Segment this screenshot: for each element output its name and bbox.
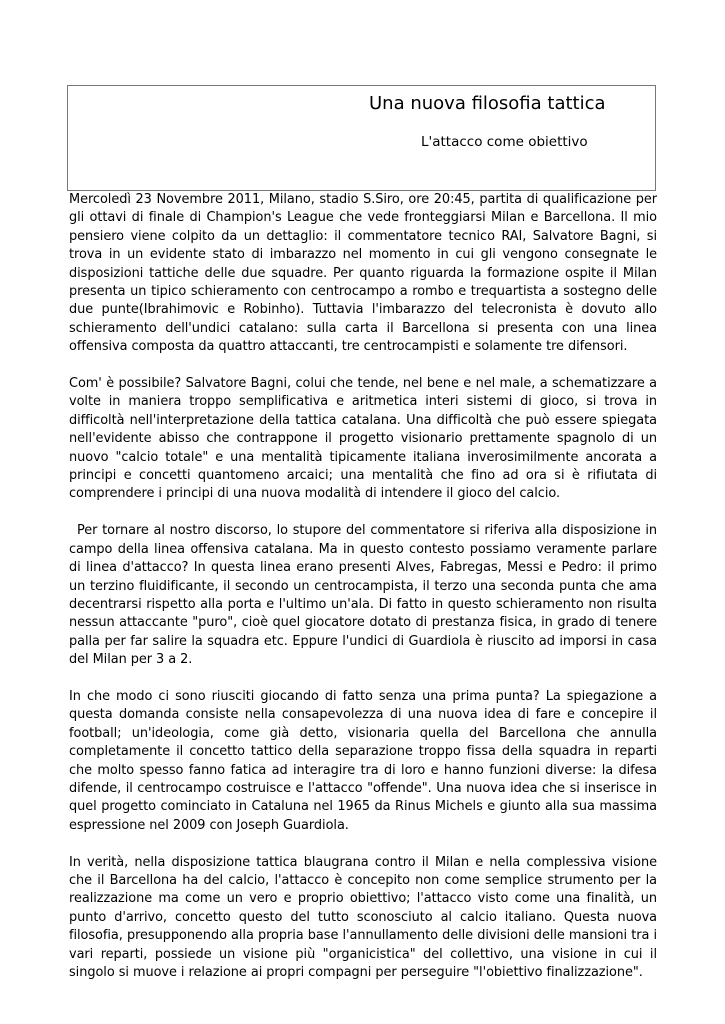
paragraph: Per tornare al nostro discorso, lo stupore del commentatore si riferiva alla disposizione in campo della linea offensiva catalana. Ma in questo contesto possiamo veramente parlare di linea d'attacco? In questa linea erano presenti Alves, Fabregas, Messi e Pedro: il primo un terzino fluidificante, il secondo un centrocampista, il terzo una seconda punta che ama decentrarsi rispetto alla porta e l'ultimo un'ala. Di fatto in questo schieramento non risulta nessun attaccante "puro", cioè quel giocatore dotato di prestanza fisica, in grado di tenere palla per far salire la squadra etc. Eppure l'undici di Guardiola è riuscito ad imporsi in casa del Milan per 3 a 2. xyxy=(69,523,657,668)
paragraph: In che modo ci sono riusciti giocando di fatto senza una prima punta? La spiegazione a questa domanda consiste nella consapevolezza di una nuova idea di fare e concepire il football; un'ideologia, come già detto, visionaria quella del Barcellona che annulla completamente il concetto tattico della separazione troppo fissa della squadra in reparti che molto spesso fanno fatica ad interagire tra di loro e hanno funzioni diverse: la difesa difende, il centrocampo costruisce e l'attacco "offende". Una nuova idea che si inserisce in quel progetto cominciato in Cataluna nel 1965 da Rinus Michels e giunto alla sua massima espressione nel 2009 con Joseph Guardiola. xyxy=(69,688,657,833)
page-subtitle: L'attacco come obiettivo xyxy=(421,134,588,150)
paragraph: In verità, nella disposizione tattica blaugrana contro il Milan e nella complessiva visione che il Barcellona ha del calcio, l'attacco è concepito non come semplice strumento per la realizzazione ma come un vero e proprio obiettivo; l'attacco visto come una finalità, un punto d'arrivo, concetto questo del tutto sconosciuto al calcio italiano. Questa nuova filosofia, presupponendo alla propria base l'annullamento delle divisioni delle mansioni tra i vari reparti, possiede un visione più "organicistica" del collettivo, una visione in cui il singolo si muove i relazione ai propri compagni per perseguire "l'obiettivo finalizzazione". xyxy=(69,854,657,980)
paragraph: Mercoledì 23 Novembre 2011, Milano, stadio S.Siro, ore 20:45, partita di qualificazione per gli ottavi di finale di Champion's League che vede fronteggiarsi Milan e Barcellona. Il mio pensiero viene colpito da un dettaglio: il commentatore tecnico RAI, Salvatore Bagni, si trova in un evidente stato di imbarazzo nel momento in cui gli vengono consegnate le disposizioni tattiche delle due squadre. Per quanto riguarda la formazione ospite il Milan presenta un tipico schieramento con centrocampo a rombo e trequartista a sostegno delle due punte(Ibrahimovic e Robinho). Tuttavia l'imbarazzo del telecronista è dovuto allo schieramento dell'undici catalano: sulla carta il Barcellona si presenta con una linea offensiva composta da quattro attaccanti, tre centrocampisti e solamente tre difensori. xyxy=(69,192,657,355)
paragraph: Com' è possibile? Salvatore Bagni, colui che tende, nel bene e nel male, a schematizzare a volte in maniera troppo semplificativa e aritmetica interi sistemi di gioco, si trova in difficoltà nell'interpretazione della tattica catalana. Una difficoltà che può essere spiegata nell'evidente abisso che contrappone il progetto visionario prettamente spagnolo di un nuovo "calcio totale" e una mentalità tipicamente italiana inverosimilmente ancorata a principi e concetti quantomeno arcaici; una mentalità che fino ad ora si è rifiutata di comprendere i principi di una nuova modalità di intendere il gioco del calcio. xyxy=(69,376,657,502)
article-body xyxy=(69,191,657,1001)
page-title: Una nuova filosofia tattica xyxy=(369,93,606,114)
title-box xyxy=(67,85,656,191)
